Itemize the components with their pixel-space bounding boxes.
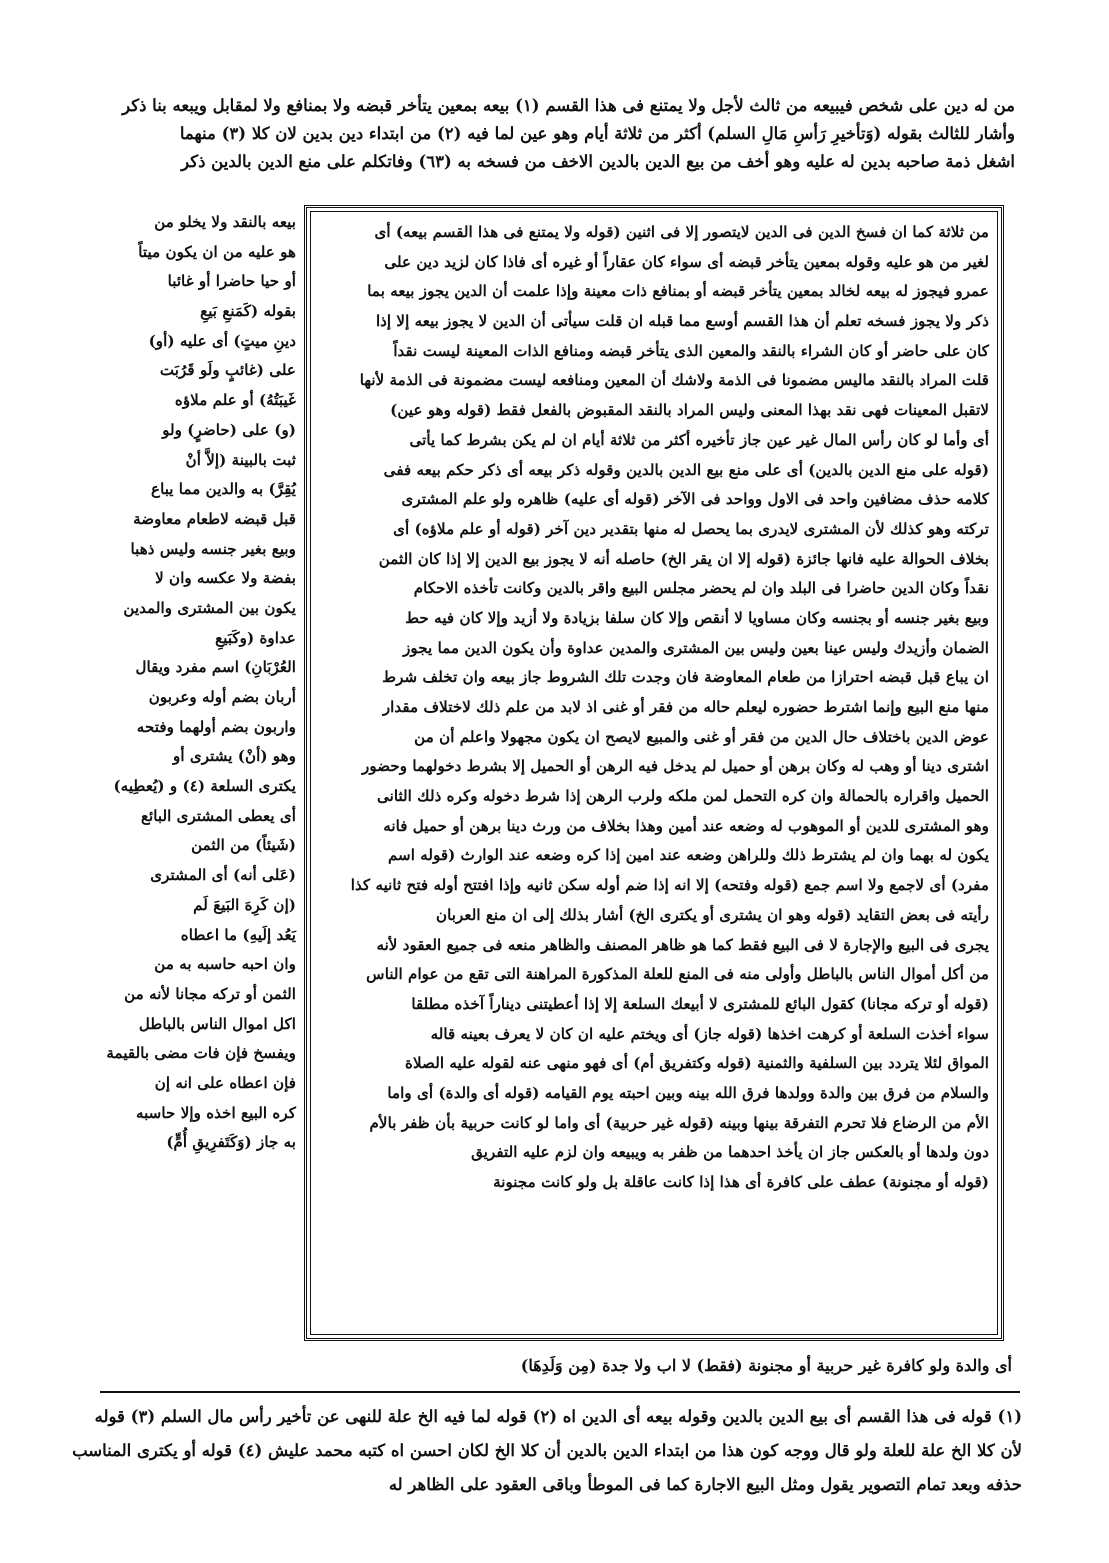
main-text-line: أو حيا حاضرا أو غائبا (167, 272, 296, 291)
main-text-line: (عَلى أنه) أى المشترى (150, 866, 296, 885)
main-text-line: قبل قبضه لاطعام معاوضة (133, 509, 296, 528)
commentary-line: نقداً وكان الدين حاضرا فى البلد وان لم يحضر مجلس البيع واقر بالدين وكانت تأخذه الاحكام (413, 579, 989, 598)
main-text-line: كره البيع اخذه وإلا حاسبه (135, 1103, 296, 1122)
commentary-line: قلت المراد بالنقد ماليس مضمونا فى الذمة ولاشك أن المعين ومنافعه ليست مضمونة فى الذمة لأنها (359, 371, 989, 390)
main-text-line: وبيع بغير جنسه وليس ذهبا (130, 539, 296, 558)
main-text-line: اكل اموال الناس بالباطل (138, 1014, 296, 1033)
top-line: اشغل ذمة صاحبه بدين له عليه وهو أخف من بيع الدين بالدين الاخف من فسخه به (٦٣) وفاتكلم على منع الدين بالدين ذكر (181, 152, 1015, 171)
commentary-line: رأيته فى بعض التقايد (قوله وهو ان يشترى أو يكترى الخ) أشار بذلك إلى ان منع العربان (435, 905, 989, 924)
main-text-line: غَيبَتُهُ) أو علم ملاؤه (174, 391, 296, 410)
main-text-line: أى يعطى المشترى البائع (140, 806, 296, 825)
footnote-line: لأن كلا الخ علة للعلة ولو قال ووجه كون هذا من ابتداء الدين بالدين أن كلا الخ لكان احسن اه كتبه محمد عليش (٤) قوله أو يكترى المناسب (72, 1441, 1022, 1460)
commentary-line: يجرى فى البيع والإجارة لا فى البيع فقط كما هو ظاهر المصنف والظاهر منعه فى جميع العقود لأنه (376, 935, 989, 954)
main-text-line: (شَيئاً) من الثمن (191, 836, 296, 855)
footnote-divider (100, 1391, 1020, 1393)
main-text-line: (إن كَرِهَ البَيعَ لَم (193, 895, 296, 914)
commentary-line: الضمان وأزيدك وليس عينا بعين وليس بين المشترى والمدين عداوة وأن يكون الدين مما يجوز (403, 638, 989, 657)
commentary-line: من أكل أموال الناس بالباطل وأولى منه فى المنع للعلة المذكورة المراهنة التى تقع من عوام الناس (366, 965, 989, 984)
commentary-line: كلامه حذف مضافين واحد فى الاول وواحد فى الآخر (قوله أى عليه) ظاهره ولو علم المشترى (401, 490, 989, 509)
footnotes (72, 1400, 1022, 1502)
commentary-line: الحميل واقراره بالحمالة وان كره التحمل لمن ملكه ولرب الرهن إذا شرط دخوله وكره ذلك الثانى (376, 787, 989, 806)
main-text-line: وان احبه حاسبه به من (154, 955, 296, 974)
commentary-line: من ثلاثة كما ان فسخ الدين فى الدين لايتصور إلا فى اثنين (قوله ولا يمتنع فى هذا القسم بيعه) أى (374, 223, 989, 241)
commentary-line: مفرد) أى لاجمع ولا اسم جمع (قوله وفتحه) إلا انه إذا ضم أوله سكن ثانيه وإذا افتتح أوله فتح ثانيه كذا (350, 876, 989, 895)
commentary-line: دون ولدها أو بالعكس جاز ان يأخذ احدهما من ظفر به ويبيعه وان لزم عليه التفريق (471, 1143, 989, 1162)
main-text-line: يكترى السلعة (٤) و (يُعطِيه) (113, 777, 296, 796)
main-text-line: بيعه بالنقد ولا يخلو من (154, 213, 296, 231)
top-text-block (100, 92, 1015, 176)
main-text-line: ويفسخ فإن فات مضى بالقيمة (106, 1044, 296, 1063)
commentary-line: (قوله على منع الدين بالدين) أى على منع بيع الدين بالدين وقوله ذكر بيعه أى ذكر حكم بيعه ففى (383, 460, 989, 479)
commentary-line: ذكر ولا يجوز فسخه تعلم أن هذا القسم أوسع مما قبله ان قلت سيأتى أن الدين لا يجوز بيعه إلا إذا (375, 312, 989, 331)
commentary-box-inner (310, 211, 998, 1335)
commentary-line: كان على حاضر أو كان الشراء بالنقد والمعين الذى يتأخر قبضه ومنافع الذات المعينة ليست نقداً (393, 341, 989, 360)
commentary-line: (قوله أو تركه مجانا) كقول البائع للمشترى لا أبيعك السلعة إلا إذا أعطيتنى ديناراً آخذه مطلقا (411, 994, 989, 1013)
main-text-line: فإن اعطاه على انه إن (154, 1073, 296, 1092)
main-text-line: بقوله (كَمَنعِ بَيعِ (200, 302, 296, 321)
main-text-line: أربان بضم أوله وعربون (148, 688, 296, 706)
commentary-line (319, 1227, 989, 1257)
main-text-line: بفضة ولا عكسه وان لا (155, 569, 296, 588)
footnote-line: (١) قوله فى هذا القسم أى بيع الدين بالدين وقوله بيعه أى الدين اه (٢) قوله لما فيه الخ علة للنهى عن تأخير رأس مال السلم (٣) قوله (94, 1407, 1022, 1426)
commentary-line: والسلام من فرق بين والدة وولدها فرق الله بينه وبين احبته يوم القيامه (قوله أى والدة) أى واما (387, 1083, 989, 1102)
commentary-line: أى وأما لو كان رأس المال غير عين جاز تأخيره أكثر من ثلاثة أيام ان لم يكن بشرط كما يأتى (409, 430, 989, 449)
main-text-line: على (غائبٍ ولَو قَرُبَت (159, 361, 296, 380)
main-text-line: هو عليه من ان يكون ميتاً (138, 242, 296, 261)
top-line: وأشار للثالث بقوله (وَتأخيرِ رَأسِ مَالِ السلم) أكثر من ثلاثة أيام وهو عين لما فيه (٢) من ابتداء دين بدين لان كلا (٣) منهما (179, 124, 1015, 143)
commentary-line: لاتقبل المعينات فهى نقد بهذا المعنى وليس المراد بالنقد المقبوض بالفعل فقط (قوله وهو عين) (390, 401, 989, 420)
commentary-line (319, 1198, 989, 1228)
commentary-line: (قوله أو مجنونة) عطف على كافرة أى هذا إذا كانت عاقلة بل ولو كانت مجنونة (493, 1173, 989, 1191)
main-text-line: وهو (أنْ) يشترى أو (173, 747, 296, 766)
main-text-line: ثبت بالبينة (إلاَّ أنْ (185, 450, 296, 469)
main-text-line: الثمن أو تركه مجانا لأنه من (124, 984, 296, 1003)
commentary-line: عمرو فيجوز له بيعه لخالد بمعين يتأخر قبضه أو بمنافع ذات معينة وإذا علمت أن الدين يجوز بيعه بما (367, 282, 989, 301)
main-text-line: أى والدة ولو كافرة غير حربية أو مجنونة (فقط) لا اب ولا جدة (مِن وَلَدِهَا) (520, 1356, 1012, 1375)
commentary-line: لغير من هو عليه وقوله بمعين يتأخر قبضه أى سواء كان عقاراً أو غيره أى فاذا كان لزيد دين على (384, 252, 989, 271)
commentary-line: المواق لئلا يتردد بين السلفية والثمنية (قوله وكتفريق أم) أى فهو منهى عنه لقوله عليه الصلاة (405, 1054, 989, 1073)
commentary-line: الأم من الرضاع فلا تحرم التفرقة بينها وبينه (قوله غير حربية) أى واما لو كانت حربية بأن ظفر بالأم (369, 1113, 989, 1132)
commentary-line: وهو المشترى للدين أو الموهوب له وضعه عند أمين وهذا بخلاف من ورث دينا برهن أو حميل فانه (383, 816, 989, 835)
main-text-line: يكون بين المشترى والمدين (123, 598, 296, 617)
commentary-line: تركته وهو كذلك لأن المشترى لايدرى بما يحصل له منها بتقدير دين آخر (قوله أو علم ملاؤه) أى (393, 519, 989, 538)
main-text-line: يَعُد إلَيهِ) ما اعطاه (180, 925, 296, 944)
main-text-line: واربون بضم أولهما وفتحه (136, 717, 296, 736)
main-text-line: (و) على (حاضرٍ) ولو (162, 420, 296, 439)
commentary-box (304, 205, 1004, 1341)
main-text-column (96, 208, 296, 1158)
commentary-line: يكون له بهما وان لم يشترط ذلك وللراهن وضعه عند امين إذا كره وضعه عند الوارث (قوله اسم (387, 846, 989, 865)
commentary-line: وبيع بغير جنسه أو بجنسه وكان مساويا لا أنقص وإلا كان سلفا بزيادة ولا أزيد وإلا كان فيه حط (405, 608, 989, 627)
top-line: من له دين على شخص فيبيعه من ثالث لأجل ولا يمتنع فى هذا القسم (١) بيعه بمعين يتأخر قبضه ولا بمنافع ولا لمقابل ويبعه بنا ذكر (122, 96, 1015, 115)
commentary-line: ان يباع قبل قبضه احترازا من طعام المعاوضة فان وجدت تلك الشروط جاز بيعه وان تخلف شرط (382, 668, 989, 687)
main-text-line: به جاز (وَكَتَفرِيقِ أُمٍّ) (166, 1133, 296, 1152)
commentary-line: اشترى دينا أو وهب له وكان برهن أو حميل لم يدخل فيه الرهن أو الحميل إلا بشرط دخولهما وحضور (362, 757, 989, 776)
main-text-line: العُرْبَانِ) اسم مفرد ويقال (135, 658, 296, 677)
main-text-continuation (300, 1352, 1012, 1380)
main-text-line: يُقِرَّ) به والدين مما يباع (151, 480, 296, 499)
commentary-line: بخلاف الحوالة عليه فانها جائزة (قوله إلا ان يقر الخ) حاصله أنه لا يجوز بيع الدين إلا إذا كان الثمن (378, 549, 989, 568)
commentary-line: سواء أخذت السلعة أو كرهت اخذها (قوله جاز) أى ويختم عليه ان كان لا يعرف بعينه قاله (430, 1024, 989, 1043)
commentary-line: منها منع البيع وإنما اشترط حضوره ليعلم حاله من فقر أو غنى اذ لابد من علم ذلك لاختلاف مقدار (382, 698, 989, 716)
main-text-line: عداوة (وكَبَيعِ (215, 628, 296, 647)
commentary-line: عوض الدين باختلاف حال الدين من فقر أو غنى والمبيع لايصح ان يكون مجهولا واعلم أن من (414, 727, 989, 746)
main-text-line: دينِ ميتٍ) أى عليه (أو) (148, 331, 296, 350)
footnote-line: حذفه وبعد تمام التصوير يقول ومثل البيع الاجارة كما فى الموطأ وباقى العقود على الظاهر له (388, 1475, 1022, 1494)
